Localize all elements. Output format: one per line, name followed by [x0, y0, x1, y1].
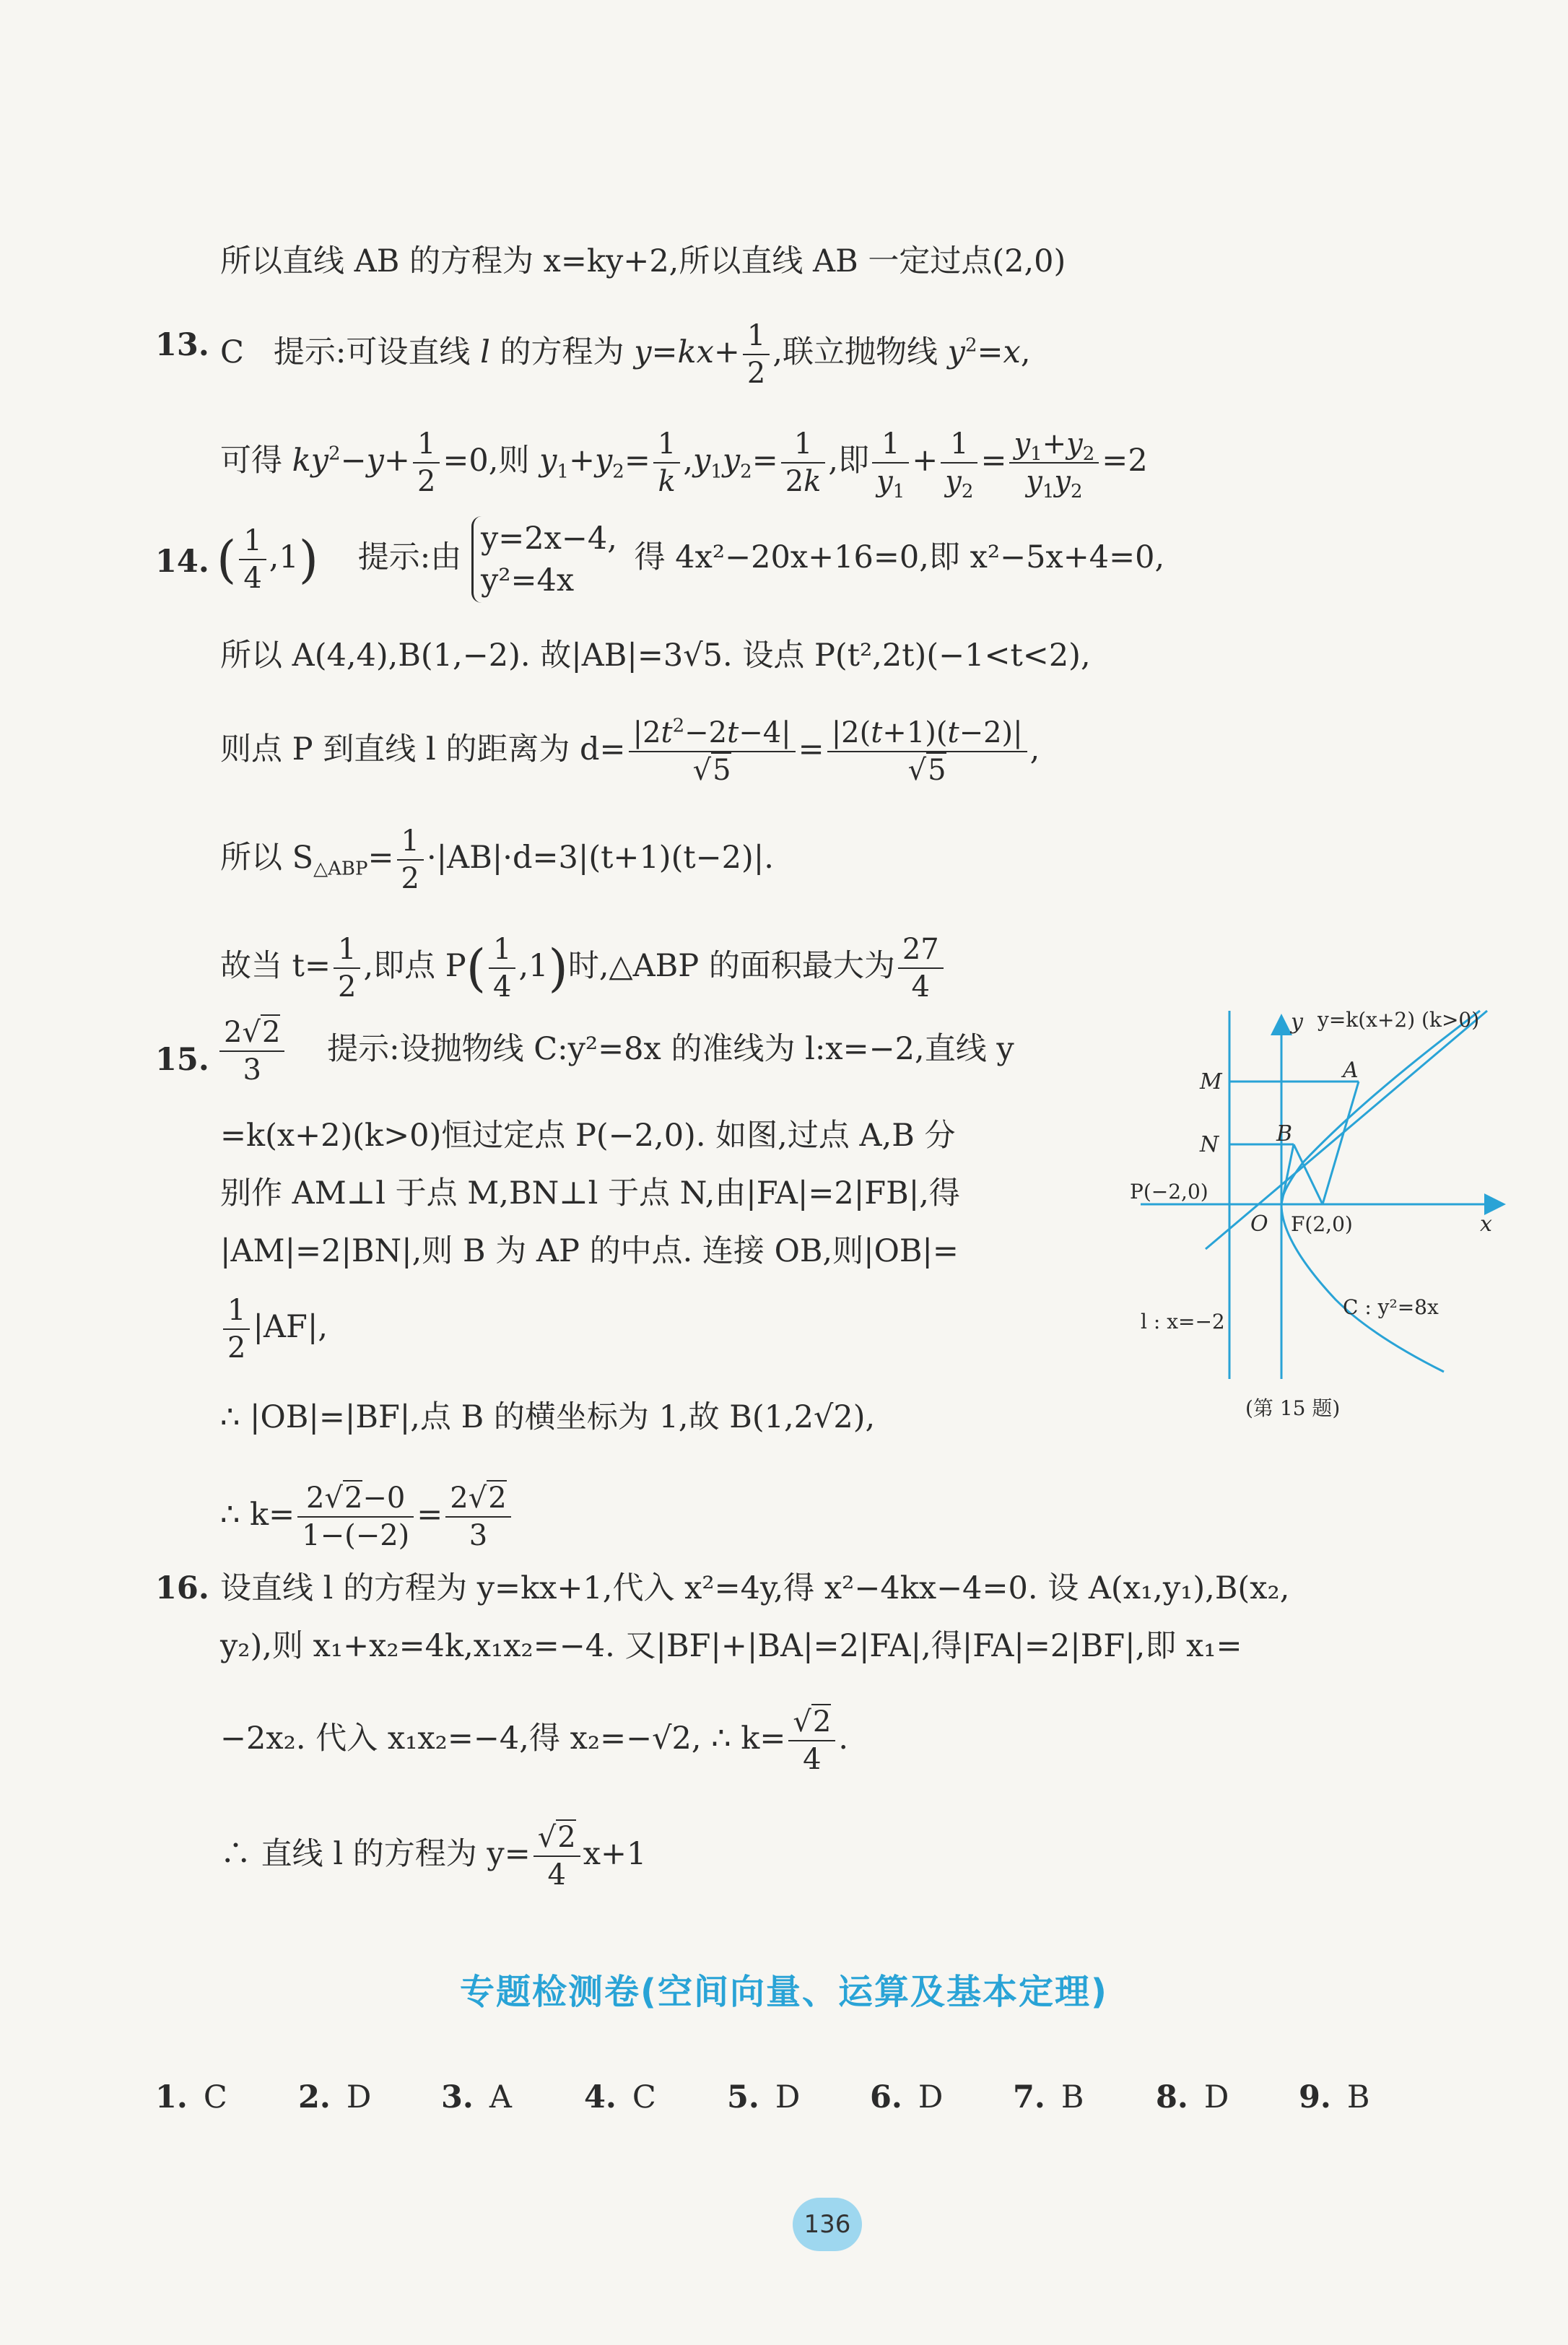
- label-C: C : y²=8x: [1343, 1295, 1439, 1319]
- q13-number: 13.: [155, 327, 209, 363]
- label-y-axis: y: [1291, 1009, 1303, 1035]
- label-B: B: [1276, 1121, 1293, 1147]
- q15-line1: $\frac{2√2}{3}$ 提示:设抛物线 C:y²=8x 的准线为 l:x=−2,直线 y: [217, 1014, 1014, 1088]
- q15-line5-suffix: |AF|,: [253, 1309, 328, 1345]
- q16-line4: ∴ 直线 l 的方程为 y= $\frac{√2}{4}$ x+1: [220, 1821, 647, 1892]
- page-number-badge: 136: [793, 2198, 862, 2251]
- q14-line3-prefix: 则点 P 到直线 l 的距离为 d=: [220, 731, 626, 767]
- q16-line4-suffix: x+1: [583, 1836, 647, 1872]
- q15-number: 15.: [155, 1042, 209, 1078]
- q13-hint-mid: 的方程为: [500, 334, 624, 370]
- q14-line5: 故当 t= $\frac{1}{2}$ ,即点 P( $\frac{1}{4}$ ,1)时,△ABP 的面积最大为 $\frac{27}{4}$: [220, 931, 946, 1005]
- section-title: 专题检测卷(空间向量、运算及基本定理): [460, 1972, 1108, 2012]
- q14-line5-suffix: 时,△ABP 的面积最大为: [567, 948, 895, 984]
- label-l: l : x=−2: [1141, 1310, 1225, 1334]
- q16-line3: −2x₂. 代入 x₁x₂=−4,得 x₂=−√2, ∴ k= $\frac{√2}{4}$ .: [220, 1705, 848, 1776]
- label-P: P(−2,0): [1130, 1180, 1208, 1204]
- q15-line6: ∴ |OB|=|BF|,点 B 的横坐标为 1,故 B(1,2√2),: [220, 1399, 876, 1435]
- label-M: M: [1200, 1069, 1222, 1095]
- q14-line4: 所以 $S_{\triangle ABP}=$ $\frac{1}{2}$ ·|AB|·d=3|(t+1)(t−2)|.: [220, 825, 774, 895]
- q16-line2: y₂),则 x₁+x₂=4k,x₁x₂=−4. 又|BF|+|BA|=2|FA|,得|FA|=2|BF|,即 x₁=: [220, 1628, 1242, 1664]
- figure-caption: (第 15 题): [1245, 1396, 1341, 1420]
- q14-line4-suffix: ·|AB|·d=3|(t+1)(t−2)|.: [427, 840, 774, 876]
- q13-answer: C: [220, 334, 244, 370]
- q14-number: 14.: [155, 544, 209, 580]
- label-O: O: [1250, 1211, 1268, 1237]
- q16-line1: 设直线 l 的方程为 y=kx+1,代入 x²=4y,得 x²−4kx−4=0. 设 A(x₁,y₁),B(x₂,: [220, 1570, 1290, 1606]
- q15-line4: |AM|=2|BN|,则 B 为 AP 的中点. 连接 OB,则|OB|=: [220, 1233, 959, 1269]
- q16-line4-prefix: ∴ 直线 l 的方程为 y=: [220, 1836, 531, 1872]
- answer-item: 3. A: [441, 2079, 512, 2115]
- q13-line2-ji: ,即: [828, 443, 870, 479]
- label-x-axis: x: [1480, 1211, 1492, 1237]
- q14-line4-prefix: 所以 S: [220, 840, 314, 876]
- label-N: N: [1200, 1132, 1219, 1157]
- segment-OB: [1281, 1144, 1294, 1204]
- answer-item: 9. B: [1299, 2079, 1370, 2115]
- q14-hint-prefix: 提示:由: [357, 539, 462, 575]
- answer-item: 4. C: [584, 2079, 656, 2115]
- q13-line2-then: ,则: [488, 443, 530, 479]
- answer-item: 5. D: [727, 2079, 801, 2115]
- q14-line2: 所以 A(4,4),B(1,−2). 故|AB|=3√5. 设点 P(t²,2t)(−1<t<2),: [220, 638, 1091, 674]
- q14-line5-mid: ,即点 P: [363, 948, 466, 984]
- q14-eq1: y=2x−4,: [480, 521, 617, 557]
- intro-line: 所以直线 AB 的方程为 x=ky+2,所以直线 AB 一定过点(2,0): [220, 243, 1066, 279]
- segment-AF: [1323, 1082, 1359, 1204]
- q15-line5: $\frac{1}{2}$ |AF|,: [220, 1292, 328, 1366]
- q13-hint-suffix: ,联立抛物线: [772, 334, 938, 370]
- answer-item: 7. B: [1013, 2079, 1084, 2115]
- answer-item: 8. D: [1156, 2079, 1229, 2115]
- q13-hint-prefix: 提示:可设直线: [273, 334, 471, 370]
- label-F: F(2,0): [1291, 1212, 1353, 1236]
- q15-line3: 别作 AM⊥l 于点 M,BN⊥l 于点 N,由|FA|=2|FB|,得: [220, 1175, 960, 1211]
- q14-line5-prefix: 故当 t=: [220, 948, 331, 984]
- q13-line2-prefix: 可得: [220, 443, 282, 479]
- q15-line7-prefix: ∴ k=: [220, 1497, 295, 1533]
- q15-figure: [1126, 996, 1516, 1432]
- q13-line1: C 提示:可设直线 l 的方程为 y=kx+ $\frac{1}{2}$ ,联立抛物线 $y^2=x$,: [220, 319, 1031, 390]
- q15-hint1: 提示:设抛物线 C:y²=8x 的准线为 l:x=−2,直线 y: [327, 1031, 1014, 1067]
- q15-line2: =k(x+2)(k>0)恒过定点 P(−2,0). 如图,过点 A,B 分: [220, 1118, 956, 1154]
- q15-line7: ∴ k= $\frac{2√2-0}{1-(-2)}$ = $\frac{2√2}{3}$: [220, 1480, 514, 1554]
- answer-item: 6. D: [870, 2079, 944, 2115]
- label-line-eq: y=k(x+2) (k>0): [1317, 1008, 1480, 1032]
- q14-line3: 则点 P 到直线 l 的距离为 d= $\frac{|2t^2-2t-4|}{√5}$ = $\frac{|2(t+1)(t-2)|}{√5}$ ,: [220, 715, 1040, 787]
- q15-figure-svg: [1126, 996, 1516, 1430]
- q13-line2: 可得 $ky^2-y+$ $\frac{1}{2}$ =0,则 $y_1+y_2=$ $\frac{1}{k}$ $,y_1y_2=$ $\frac{1}{2k}$ ,即 $\frac{1}{y_1}$ + $\frac{1}{y_2}$ = $\frac{y_1+y_2}{y_1y_2}$ =2: [220, 427, 1148, 502]
- q16-number: 16.: [155, 1570, 209, 1606]
- q14-result: 得 4x²−20x+16=0,即 x²−5x+4=0,: [634, 539, 1165, 575]
- q16-line3-prefix: −2x₂. 代入 x₁x₂=−4,得 x₂=−√2, ∴ k=: [220, 1720, 786, 1757]
- q14-system: [471, 516, 624, 603]
- answer-item: 1. C: [155, 2079, 227, 2115]
- label-A: A: [1343, 1058, 1359, 1083]
- q14-line1: ( $\frac{1}{4}$ ,1) 提示:由 y=2x−4, y²=4x 得 4x²−20x+16=0,即 x²−5x+4=0,: [217, 516, 1164, 603]
- q14-eq2: y²=4x: [480, 562, 575, 599]
- answer-item: 2. D: [298, 2079, 372, 2115]
- answer-row: [155, 2079, 1442, 2115]
